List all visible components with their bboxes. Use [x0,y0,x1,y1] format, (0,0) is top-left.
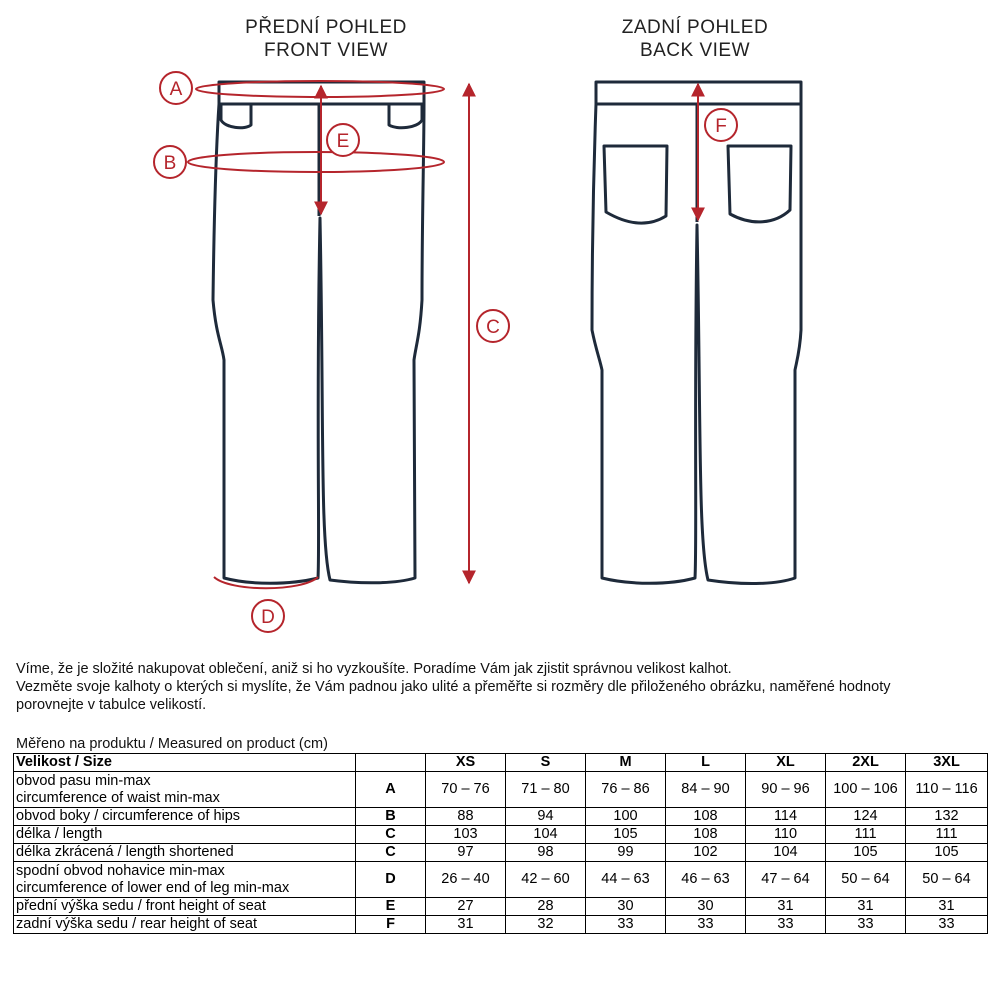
size-value-cell: 31 [426,916,506,934]
row-parameter-line: zadní výška sedu / rear height of seat [16,916,257,932]
hips-measure-ellipse [188,152,444,172]
size-value-cell: 31 [826,898,906,916]
size-value-cell: 108 [666,808,746,826]
row-parameter-label [14,772,356,808]
header-2xl: 2XL [826,754,906,772]
marker-f-label: F [715,116,727,137]
size-value-cell: 104 [506,826,586,844]
size-value-cell: 102 [666,844,746,862]
size-value-cell: 110 – 116 [906,772,988,808]
front-view-title-cz: PŘEDNÍ POHLED [245,17,407,38]
size-value-cell: 50 – 64 [906,862,988,898]
table-row [14,898,988,916]
table-header-row [14,754,988,772]
size-value-cell: 88 [426,808,506,826]
header-3xl: 3XL [906,754,988,772]
size-value-cell: 124 [826,808,906,826]
table-row [14,916,988,934]
row-parameter-line: obvod boky / circumference of hips [16,808,241,824]
header-size-label: Velikost / Size [14,754,356,772]
back-pants-outline [592,82,801,584]
intro-line-2: Vezměte svoje kalhoty o kterých si myslíte, že Vám padnou jako ulité a přeměřte si rozměry dle přiloženého obrázku, naměřené hodnoty [16,679,891,695]
intro-line-3: porovnejte v tabulce velikostí. [16,697,207,713]
size-value-cell: 46 – 63 [666,862,746,898]
size-value-cell: 47 – 64 [746,862,826,898]
size-value-cell: 30 [586,898,666,916]
header-s: S [506,754,586,772]
row-measure-code: B [356,808,426,826]
header-xl: XL [746,754,826,772]
back-view-title-en: BACK VIEW [639,40,751,61]
size-value-cell: 104 [746,844,826,862]
size-value-cell: 98 [506,844,586,862]
size-value-cell: 132 [906,808,988,826]
header-m: M [586,754,666,772]
size-value-cell: 90 – 96 [746,772,826,808]
header-code [356,754,426,772]
size-value-cell: 76 – 86 [586,772,666,808]
size-value-cell: 31 [746,898,826,916]
size-value-cell: 33 [826,916,906,934]
size-value-cell: 32 [506,916,586,934]
size-value-cell: 44 – 63 [586,862,666,898]
size-value-cell: 28 [506,898,586,916]
table-row [14,862,988,898]
size-value-cell: 70 – 76 [426,772,506,808]
marker-e-label: E [336,131,350,152]
size-value-cell: 27 [426,898,506,916]
row-measure-code: E [356,898,426,916]
size-value-cell: 100 [586,808,666,826]
measurement-lines [188,81,698,588]
table-row [14,826,988,844]
row-parameter-label [14,898,356,916]
row-parameter-line: circumference of lower end of leg min-max [16,879,290,896]
header-xs: XS [426,754,506,772]
row-measure-code: F [356,916,426,934]
row-parameter-label [14,916,356,934]
table-row [14,772,988,808]
size-value-cell: 33 [666,916,746,934]
size-value-cell: 114 [746,808,826,826]
size-value-cell: 108 [666,826,746,844]
row-measure-code: A [356,772,426,808]
table-row [14,808,988,826]
size-value-cell: 105 [826,844,906,862]
row-parameter-line: přední výška sedu / front height of seat [16,898,266,914]
row-parameter-line: spodní obvod nohavice min-max [16,862,225,879]
row-parameter-line: délka zkrácená / length shortened [16,844,234,860]
size-value-cell: 84 – 90 [666,772,746,808]
intro-text [16,660,986,714]
table-row [14,844,988,862]
size-value-cell: 33 [586,916,666,934]
marker-a-label: A [169,79,183,100]
row-measure-code: D [356,862,426,898]
size-value-cell: 71 – 80 [506,772,586,808]
size-value-cell: 50 – 64 [826,862,906,898]
marker-d-label: D [261,607,275,628]
row-parameter-label [14,844,356,862]
row-parameter-label [14,808,356,826]
size-value-cell: 99 [586,844,666,862]
back-view-title-cz: ZADNÍ POHLED [621,17,769,38]
front-pants-outline [213,82,424,583]
table-body [14,772,988,934]
row-measure-code: C [356,844,426,862]
size-value-cell: 33 [746,916,826,934]
size-value-cell: 111 [906,826,988,844]
intro-line-1: Víme, že je složité nakupovat oblečení, aniž si ho vyzkoušíte. Poradíme Vám jak zjistit správnou velikost kalhot. [16,661,732,677]
size-value-cell: 105 [586,826,666,844]
marker-c-label: C [486,317,500,338]
table-caption: Měřeno na produktu / Measured on product (cm) [16,736,328,752]
size-value-cell: 31 [906,898,988,916]
row-parameter-label [14,862,356,898]
size-value-cell: 94 [506,808,586,826]
size-value-cell: 26 – 40 [426,862,506,898]
size-value-cell: 110 [746,826,826,844]
row-parameter-line: obvod pasu min-max [16,772,151,789]
marker-b-label: B [163,153,177,174]
size-value-cell: 33 [906,916,988,934]
size-value-cell: 42 – 60 [506,862,586,898]
header-l: L [666,754,746,772]
size-value-cell: 111 [826,826,906,844]
front-view-title-en: FRONT VIEW [264,40,388,61]
size-table [13,753,988,934]
row-parameter-line: circumference of waist min-max [16,789,220,806]
size-value-cell: 97 [426,844,506,862]
size-value-cell: 30 [666,898,746,916]
size-value-cell: 103 [426,826,506,844]
row-parameter-line: délka / length [16,826,103,842]
size-value-cell: 105 [906,844,988,862]
size-value-cell: 100 – 106 [826,772,906,808]
row-parameter-label [14,826,356,844]
row-measure-code: C [356,826,426,844]
